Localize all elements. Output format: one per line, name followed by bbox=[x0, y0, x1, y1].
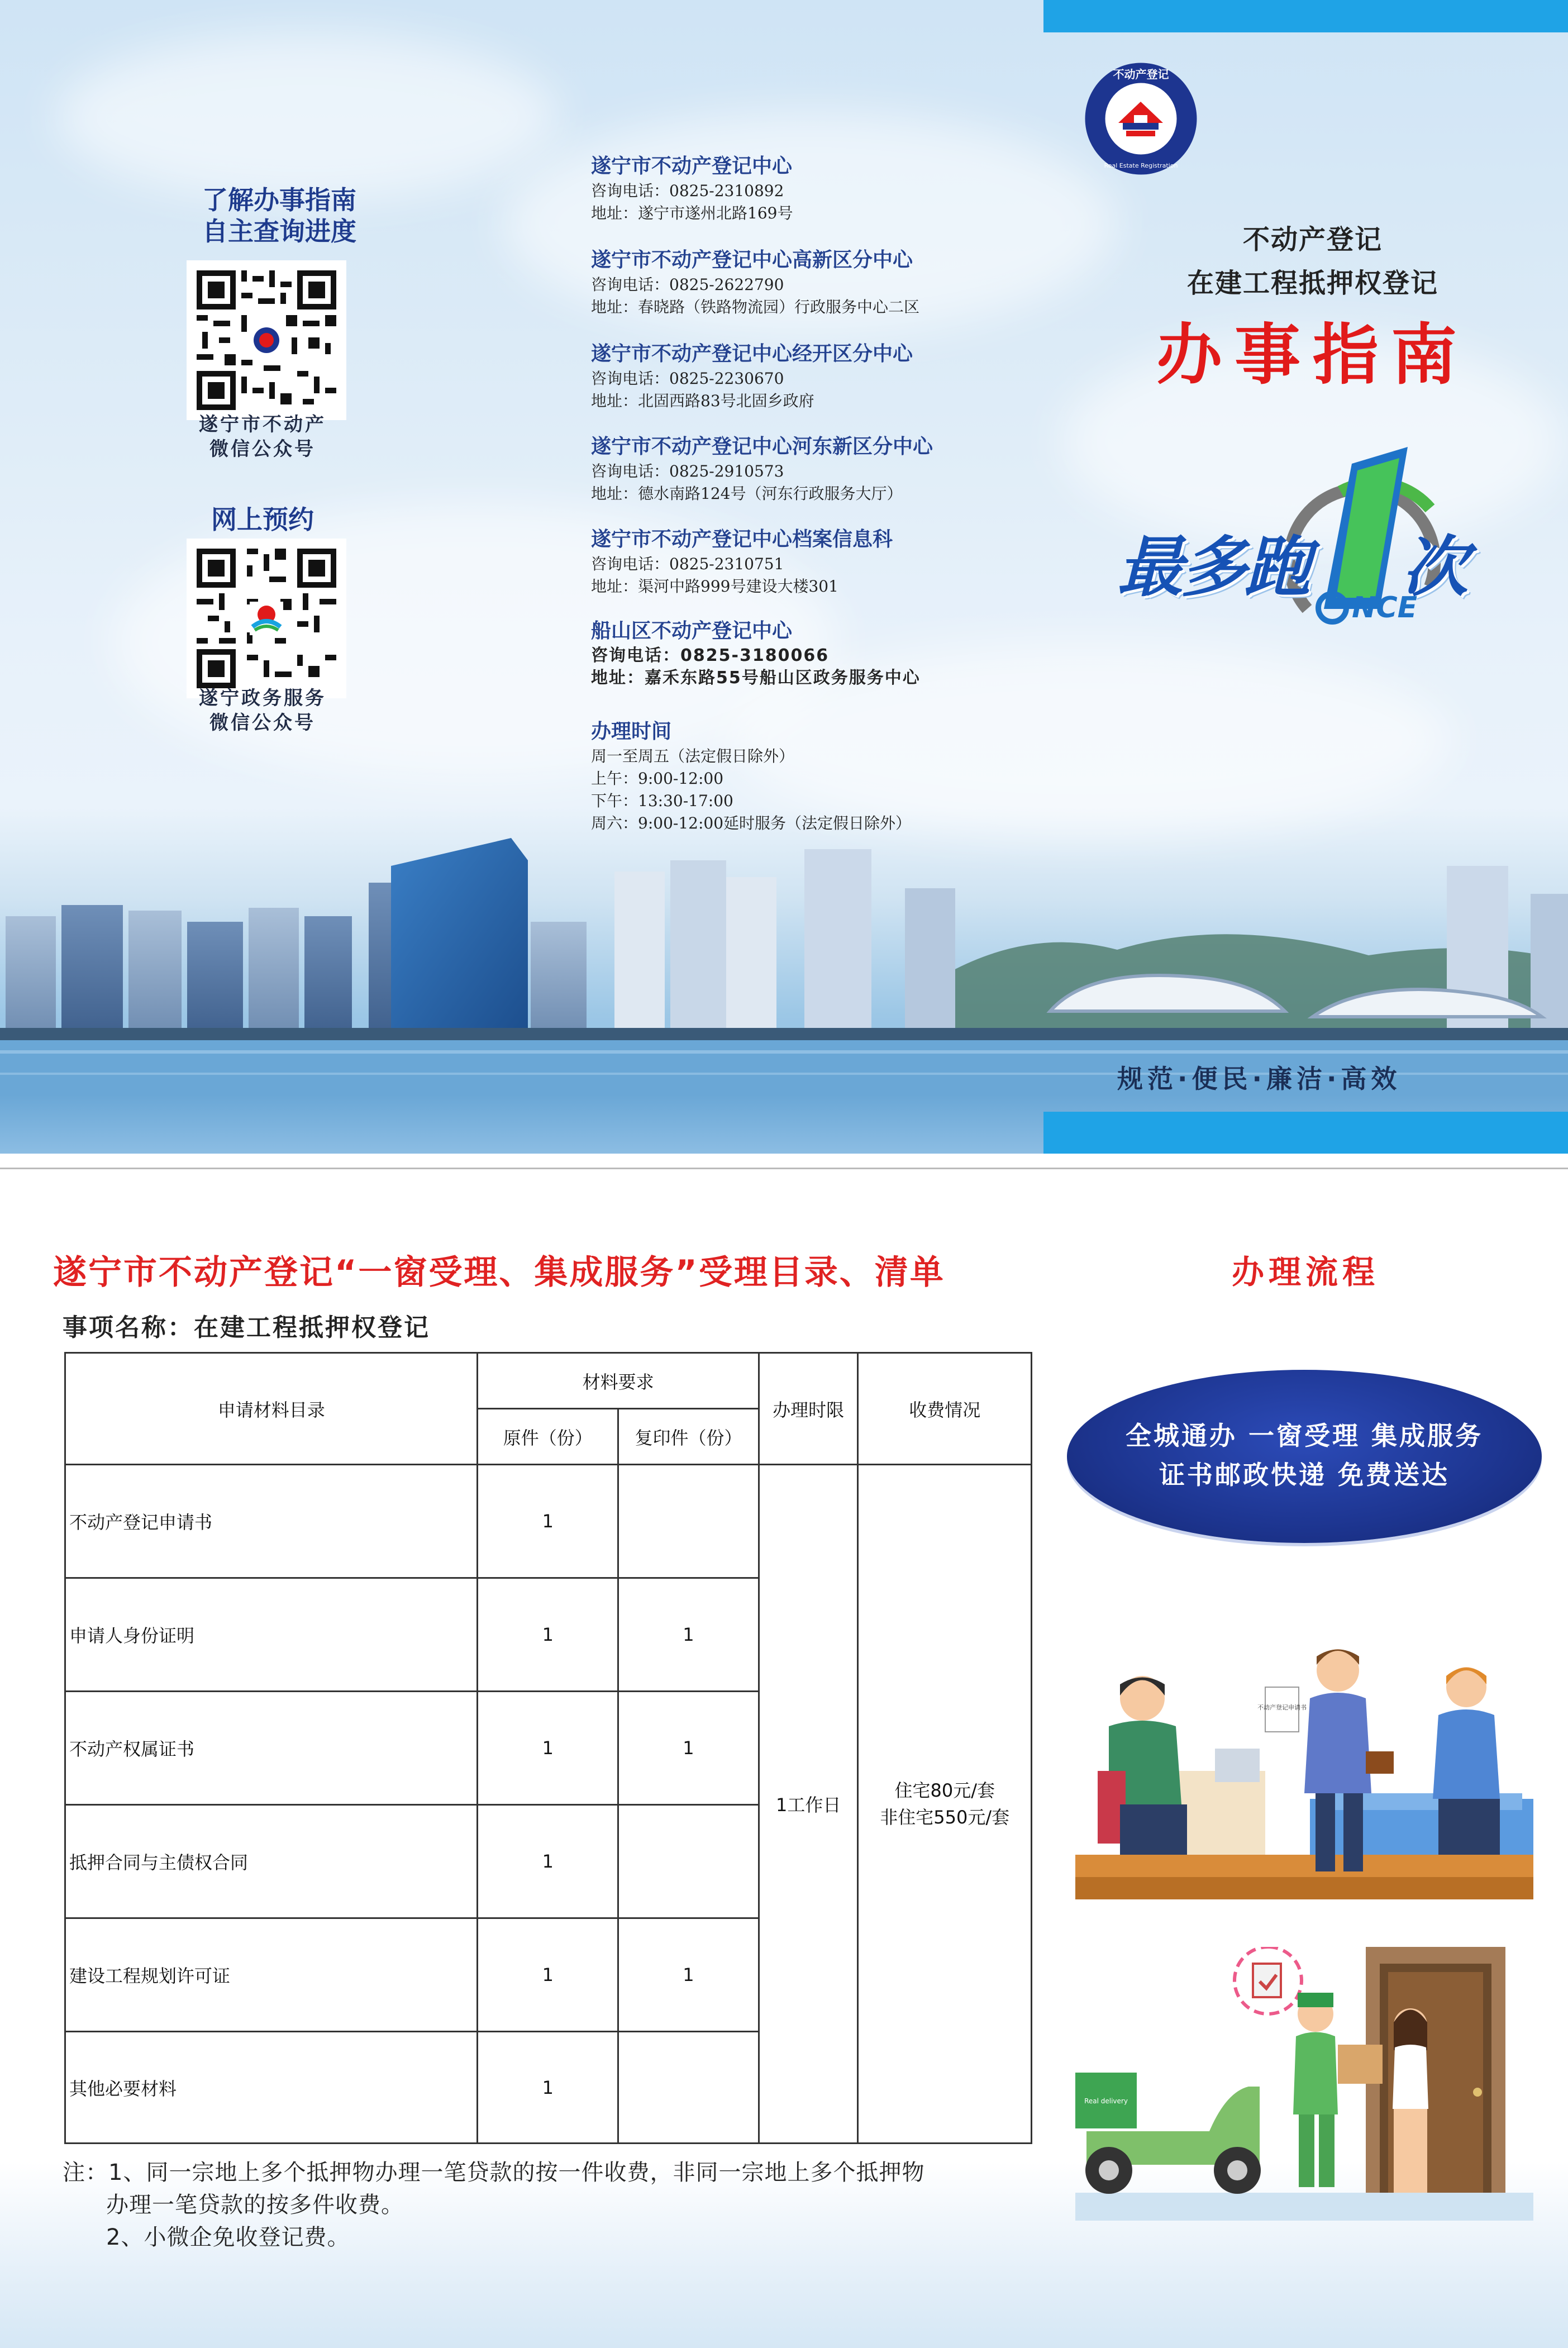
fee-value bbox=[858, 1465, 1032, 2144]
catalog-panel bbox=[0, 1168, 1568, 2348]
copy-count bbox=[618, 1805, 759, 1918]
fee-residential: 住宅80元/套 bbox=[894, 1780, 995, 1801]
brochure-cover-panel bbox=[0, 0, 1568, 1154]
office-address: 地址：北固西路83号北固乡政府 bbox=[591, 392, 814, 410]
header-fees: 收费情况 bbox=[858, 1353, 1032, 1465]
office-entry bbox=[591, 618, 1027, 718]
header-copy: 复印件（份） bbox=[618, 1409, 759, 1465]
time-limit-value: 1工作日 bbox=[759, 1465, 858, 2144]
delivery-illustration bbox=[1075, 1947, 1533, 2221]
office-entry bbox=[591, 247, 1027, 341]
original-count: 1 bbox=[478, 1918, 618, 2032]
fold-line bbox=[0, 1168, 1568, 1169]
copy-count bbox=[618, 1465, 759, 1578]
office-directory bbox=[591, 153, 1027, 835]
header-materials: 申请材料目录 bbox=[65, 1353, 478, 1465]
cover-slogan: 规范·便民·廉洁·高效 bbox=[1117, 1064, 1402, 1094]
top-blue-bar bbox=[1043, 0, 1568, 32]
badge-o-ring bbox=[1316, 591, 1349, 625]
materials-table bbox=[64, 1352, 1032, 2144]
hours-line: 下午：13:30-17:00 bbox=[591, 792, 733, 810]
oval-line-2: 证书邮政快递 免费送达 bbox=[1159, 1460, 1450, 1490]
note-line: 办理一笔贷款的按多件收费。 bbox=[106, 2192, 404, 2218]
business-hours bbox=[591, 718, 1027, 835]
cover-subtitle-2: 在建工程抵押权登记 bbox=[1186, 268, 1438, 299]
original-count: 1 bbox=[478, 1465, 618, 1578]
qr2-caption-line1: 遂宁政务服务 bbox=[199, 687, 326, 709]
office-phone: 咨询电话：0825-2230670 bbox=[591, 369, 784, 388]
material-name: 抵押合同与主债权合同 bbox=[65, 1805, 478, 1918]
qr-code-icon bbox=[197, 270, 336, 410]
qr1-caption-line2: 微信公众号 bbox=[209, 438, 316, 460]
office-phone: 咨询电话：0825-2622790 bbox=[591, 275, 784, 294]
badge-once-text: NCE bbox=[1352, 591, 1418, 625]
note-line: 2、小微企免收登记费。 bbox=[106, 2225, 350, 2250]
cover-subtitle-1: 不动产登记 bbox=[1242, 224, 1383, 255]
qr-code-online-booking[interactable] bbox=[189, 541, 344, 696]
qr1-caption bbox=[140, 412, 385, 461]
bottom-blue-bar-overlay bbox=[1043, 1112, 1568, 1154]
original-count: 1 bbox=[478, 1805, 618, 1918]
copy-count: 1 bbox=[618, 1578, 759, 1692]
qr-code-icon bbox=[197, 549, 336, 688]
copy-count: 1 bbox=[618, 1918, 759, 2032]
office-address: 地址：渠河中路999号建设大楼301 bbox=[591, 577, 838, 596]
office-entry bbox=[591, 341, 1027, 434]
qr2-title: 网上预约 bbox=[211, 504, 314, 535]
office-name: 遂宁市不动产登记中心河东新区分中心 bbox=[591, 435, 933, 458]
realestate-registration-logo bbox=[1084, 61, 1198, 176]
header-requirement: 材料要求 bbox=[478, 1353, 759, 1409]
service-counter-illustration bbox=[1075, 1631, 1533, 1899]
original-count: 1 bbox=[478, 1692, 618, 1805]
header-time-limit: 办理时限 bbox=[759, 1353, 858, 1465]
office-phone: 咨询电话：0825-2310751 bbox=[591, 555, 784, 573]
material-name: 不动产登记申请书 bbox=[65, 1465, 478, 1578]
material-name: 建设工程规划许可证 bbox=[65, 1918, 478, 2032]
run-once-badge bbox=[1117, 441, 1508, 665]
office-entry bbox=[591, 434, 1027, 526]
qr1-title-line1: 了解办事指南 bbox=[202, 185, 356, 215]
logo-text-top: 不动产登记 bbox=[1113, 68, 1169, 81]
office-name: 遂宁市不动产登记中心 bbox=[591, 155, 793, 178]
qr1-title-line2: 自主查询进度 bbox=[202, 216, 356, 246]
paper-label: 不动产登记申请书 bbox=[1257, 1704, 1307, 1711]
office-address: 地址：嘉禾东路55号船山区政务服务中心 bbox=[591, 668, 921, 688]
header-original: 原件（份） bbox=[478, 1409, 618, 1465]
original-count: 1 bbox=[478, 2032, 618, 2144]
office-name: 船山区不动产登记中心 bbox=[591, 620, 793, 642]
service-oval-text bbox=[1067, 1416, 1542, 1494]
copy-count bbox=[618, 2032, 759, 2144]
office-name: 遂宁市不动产登记中心经开区分中心 bbox=[591, 342, 913, 365]
delivery-box-label: Real delivery bbox=[1084, 2097, 1128, 2105]
original-count: 1 bbox=[478, 1578, 618, 1692]
qr1-caption-line1: 遂宁市不动产 bbox=[199, 413, 326, 436]
matter-name: 事项名称：在建工程抵押权登记 bbox=[63, 1313, 430, 1342]
office-phone: 咨询电话：0825-2310892 bbox=[591, 182, 784, 200]
cover-main-title: 办事指南 bbox=[1156, 316, 1469, 393]
qr2-caption bbox=[140, 686, 385, 735]
qr1-title bbox=[140, 184, 419, 247]
badge-text: 最多跑 bbox=[1117, 528, 1309, 606]
hours-line: 周一至周五（法定假日除外） bbox=[591, 747, 795, 765]
catalog-title: 遂宁市不动产登记“一窗受理、集成服务”受理目录、清单 bbox=[53, 1253, 945, 1292]
hours-line: 周六：9:00-12:00延时服务（法定假日除外） bbox=[591, 814, 912, 832]
hours-line: 上午：9:00-12:00 bbox=[591, 769, 724, 788]
office-phone: 咨询电话：0825-2910573 bbox=[591, 462, 784, 480]
catalog-notes bbox=[63, 2156, 1012, 2254]
office-name: 遂宁市不动产登记中心高新区分中心 bbox=[591, 249, 913, 272]
table-row bbox=[65, 1465, 1032, 1578]
office-address: 地址：德水南路124号（河东行政服务大厅） bbox=[591, 484, 903, 503]
office-entry bbox=[591, 526, 1027, 618]
qr2-caption-line2: 微信公众号 bbox=[209, 712, 316, 734]
material-name: 不动产权属证书 bbox=[65, 1692, 478, 1805]
copy-count: 1 bbox=[618, 1692, 759, 1805]
office-name: 遂宁市不动产登记中心档案信息科 bbox=[591, 528, 893, 551]
office-entry bbox=[591, 153, 1027, 247]
office-phone: 咨询电话：0825-3180066 bbox=[591, 646, 830, 665]
qr-code-wechat-realestate[interactable] bbox=[189, 263, 344, 418]
badge-suffix: 次 bbox=[1402, 528, 1469, 606]
material-name: 申请人身份证明 bbox=[65, 1578, 478, 1692]
office-address: 地址：遂宁市遂州北路169号 bbox=[591, 204, 793, 222]
material-name: 其他必要材料 bbox=[65, 2032, 478, 2144]
note-line: 注：1、同一宗地上多个抵押物办理一笔贷款的按一件收费，非同一宗地上多个抵押物 bbox=[63, 2160, 925, 2185]
hours-title: 办理时间 bbox=[591, 720, 672, 743]
office-address: 地址：春晓路（铁路物流园）行政服务中心二区 bbox=[591, 298, 920, 316]
oval-line-1: 全城通办 一窗受理 集成服务 bbox=[1125, 1421, 1484, 1451]
flow-title: 办理流程 bbox=[1232, 1253, 1380, 1291]
logo-text-bottom: Real Estate Registration bbox=[1104, 162, 1178, 169]
fee-nonresidential: 非住宅550元/套 bbox=[880, 1807, 1010, 1828]
registration-seal-icon bbox=[1084, 61, 1198, 176]
